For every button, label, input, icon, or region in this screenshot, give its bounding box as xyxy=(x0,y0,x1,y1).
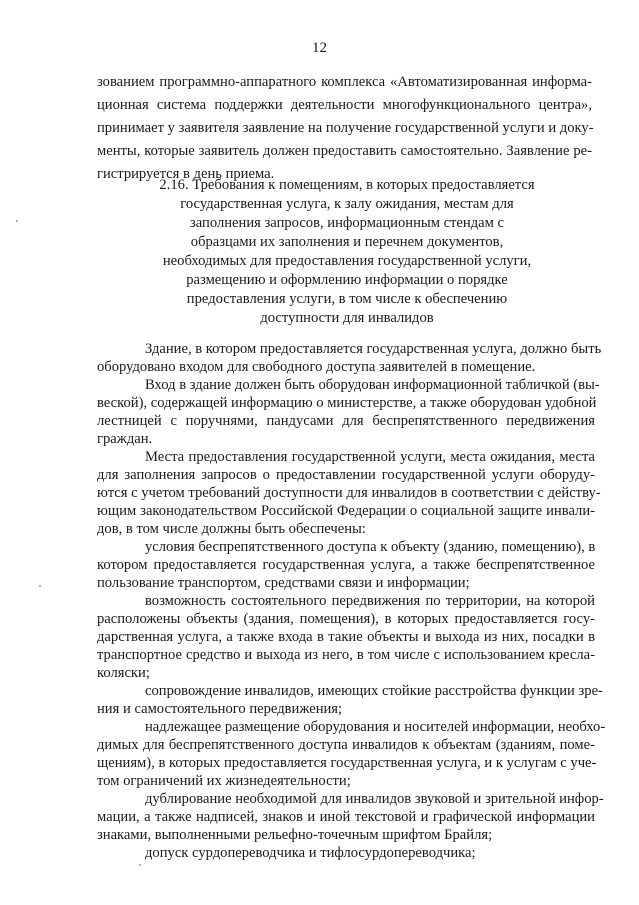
body-line: возможность состоятельного передвижения по территории, на которой xyxy=(145,593,595,609)
body-line: щениям), в которых предоставляется государственная услуга, и к услугам с уче- xyxy=(97,755,597,771)
body-line: мации, а также надписей, знаков и иной текстовой и графической информации xyxy=(97,809,595,825)
section-heading-line: заполнения запросов, информационным стендам с xyxy=(190,215,504,231)
section-heading-line: образцами их заполнения и перечнем документов, xyxy=(190,234,504,250)
section-heading-line: доступности для инвалидов xyxy=(260,310,434,326)
body-line: ются с учетом требований доступности для инвалидов в соответствии с действу- xyxy=(97,485,601,501)
body-line: надлежащее размещение оборудования и носителей информации, необхо- xyxy=(145,719,606,735)
body-line: сопровождение инвалидов, имеющих стойкие расстройства функции зре- xyxy=(145,683,603,699)
scan-speck xyxy=(139,864,141,866)
scan-speck xyxy=(39,585,41,587)
body-line: пользование транспортом, средствами связи и информации; xyxy=(97,575,470,591)
body-line: условия беспрепятственного доступа к объекту (зданию, помещению), в xyxy=(145,539,596,555)
body-line: знаками, выполненными рельефно-точечным шрифтом Брайля; xyxy=(97,827,493,843)
body-line: лестницей с поручнями, пандусами для беспрепятственного передвижения xyxy=(97,413,595,429)
body-line: Вход в здание должен быть оборудован информационной табличкой (вы- xyxy=(145,377,600,393)
body-line: граждан. xyxy=(97,431,153,447)
intro-line: менты, которые заявитель должен предоставить самостоятельно. Заявление ре- xyxy=(97,143,592,159)
body-line: для заполнения запросов о предоставлении государственной услуги оборуду- xyxy=(97,467,595,483)
body-line: котором предоставляется государственная услуга, а также беспрепятственное xyxy=(97,557,595,573)
section-heading-line: необходимых для предоставления государственной услуги, xyxy=(162,253,532,269)
body-line: ния и самостоятельного передвижения; xyxy=(97,701,343,717)
scan-speck xyxy=(16,220,18,222)
body-line: оборудовано входом для свободного доступа заявителей в помещение. xyxy=(97,359,536,375)
body-line: дарственная услуга, а также входа в такие объекты и выхода из них, посадки в xyxy=(97,629,595,645)
section-heading-line: 2.16. Требования к помещениям, в которых предоставляется xyxy=(159,177,535,193)
section-heading-line: предоставления услуги, в том числе к обеспечению xyxy=(186,291,508,307)
body-line: допуск сурдопереводчика и тифлосурдопереводчика; xyxy=(145,845,476,861)
body-line: дов, в том числе должны быть обеспечены: xyxy=(97,521,366,537)
intro-line: гистрируется в день приема. xyxy=(97,166,275,182)
body-line: транспортное средство и выхода из него, в том числе с использованием кресла- xyxy=(97,647,595,663)
section-heading-line: государственная услуга, к залу ожидания, местам для xyxy=(180,196,514,212)
intro-line: зованием программно-аппаратного комплекса «Автоматизированная информа- xyxy=(97,74,592,90)
body-line: Места предоставления государственной услуги, места ожидания, места xyxy=(145,449,595,465)
body-line: Здание, в котором предоставляется государственная услуга, должно быть xyxy=(145,341,602,357)
body-line: ющим законодательством Российской Федерации о социальной защите инвали- xyxy=(97,503,595,519)
page-number: 12 xyxy=(312,40,327,56)
intro-line: ционная система поддержки деятельности многофункционального центра», xyxy=(97,97,592,113)
body-line: димых для беспрепятственного доступа инвалидов к объектам (зданиям, поме- xyxy=(97,737,595,753)
intro-line: принимает у заявителя заявление на получение государственной услуги и доку- xyxy=(97,120,594,136)
body-line: том ограничений их жизнедеятельности; xyxy=(97,773,351,789)
body-line: веской), содержащей информацию о министерстве, а также оборудован удобной xyxy=(97,395,597,411)
body-line: дублирование необходимой для инвалидов звуковой и зрительной инфор- xyxy=(145,791,604,807)
body-line: расположены объекты (здания, помещения), в которых предоставляется госу- xyxy=(97,611,595,627)
section-heading-line: размещению и оформлению информации о порядке xyxy=(186,272,508,288)
body-line: коляски; xyxy=(97,665,150,681)
